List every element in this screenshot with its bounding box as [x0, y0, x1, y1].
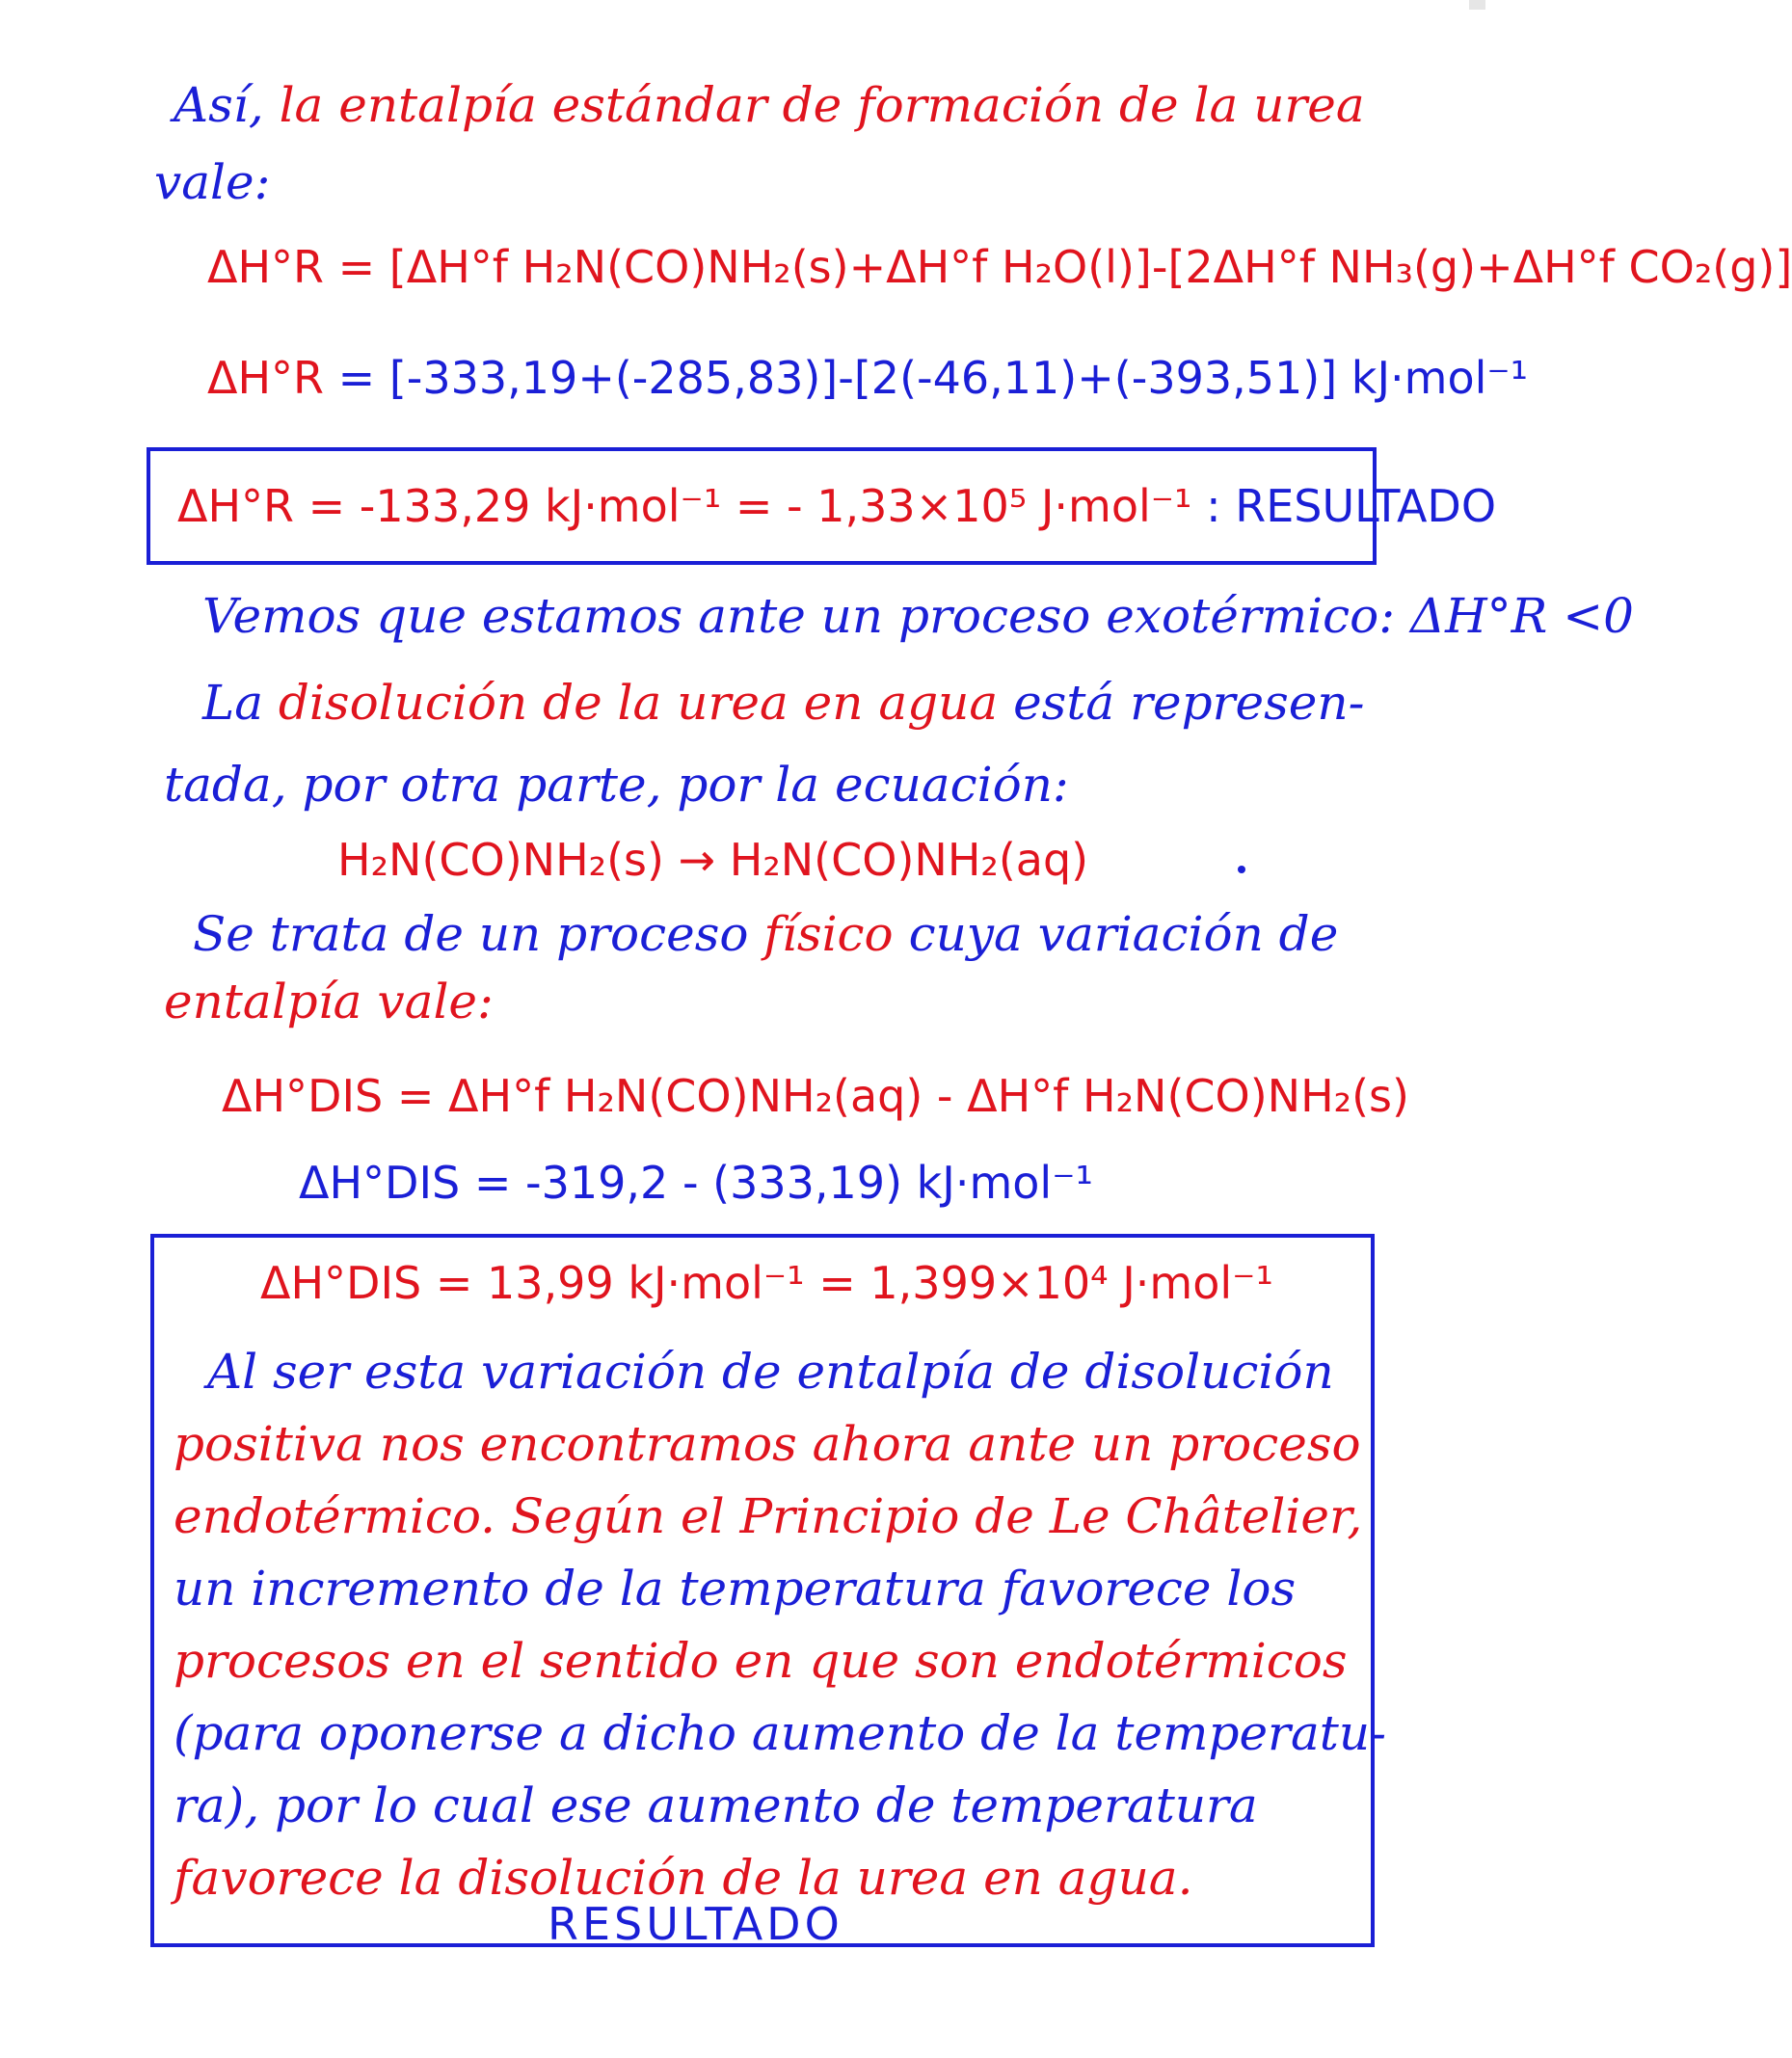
conclusion-line: ra), por lo cual ese aumento de temperatura — [174, 1777, 1258, 1833]
scan-edge-mark — [1469, 0, 1485, 10]
dissolution-equation: H₂N(CO)NH₂(s) → H₂N(CO)NH₂(aq) — [337, 834, 1089, 886]
dissolution-result-formula: ΔH°DIS = 13,99 kJ·mol⁻¹ = 1,399×10⁴ J·mol⁻¹ — [260, 1257, 1273, 1309]
reaction-enthalpy-equation: ΔH°R = [ΔH°f H₂N(CO)NH₂(s)+ΔH°f H₂O(l)]-[2ΔH°f NH₃(g)+ΔH°f CO₂(g)] — [207, 241, 1792, 293]
result-label: : RESULTADO — [1206, 480, 1497, 532]
conclusion-line: procesos en el sentido en que son endotérmicos — [174, 1633, 1348, 1689]
intro-line-2: vale: — [154, 154, 271, 210]
physical-word: físico — [763, 906, 894, 962]
intro-line-1 — [174, 77, 1365, 133]
dissolution-enthalpy-substitution: ΔH°DIS = -319,2 - (333,19) kJ·mol⁻¹ — [299, 1157, 1093, 1209]
reaction-enthalpy-substitution — [207, 352, 1528, 404]
conclusion-line: un incremento de la temperatura favorece los — [174, 1561, 1297, 1617]
ink-dot — [1238, 866, 1245, 873]
dissolution-enthalpy-equation: ΔH°DIS = ΔH°f H₂N(CO)NH₂(aq) - ΔH°f H₂N(CO)NH₂(s) — [222, 1070, 1409, 1122]
dissolution-text: disolución de la urea en agua — [278, 675, 999, 731]
conclusion-line: Al ser esta variación de entalpía de disolución — [207, 1344, 1334, 1400]
dissolution-line-1 — [202, 675, 1364, 731]
reaction-enthalpy-values: = [-333,19+(-285,83)]-[2(-46,11)+(-393,51)] kJ·mol⁻¹ — [337, 352, 1529, 404]
conclusion-line: favorece la disolución de la urea en agua. — [174, 1850, 1193, 1906]
reaction-enthalpy-symbol: ΔH°R — [207, 352, 325, 404]
dissolution-word-la: La — [202, 675, 264, 731]
exothermic-statement: Vemos que estamos ante un proceso exotérmico: ΔH°R <0 — [202, 588, 1634, 644]
result-line-reaction — [177, 480, 1496, 532]
conclusion-line: endotérmico. Según el Principio de Le Châtelier, — [174, 1488, 1363, 1544]
conclusion-line: positiva nos encontramos ahora ante un proceso — [174, 1416, 1361, 1472]
result-value-reaction: ΔH°R = -133,29 kJ·mol⁻¹ = - 1,33×10⁵ J·mol⁻¹ — [177, 480, 1192, 532]
physical-process-text: Se trata de un proceso — [193, 906, 749, 962]
intro-word-asi: Así, — [174, 77, 264, 133]
physical-process-line — [193, 906, 1338, 962]
dissolution-represented: está represen- — [1013, 675, 1365, 731]
variation-text: cuya variación de — [908, 906, 1339, 962]
enthalpy-vale-line: entalpía vale: — [164, 974, 494, 1029]
conclusion-line: (para oponerse a dicho aumento de la temperatu- — [174, 1705, 1386, 1761]
result-box-reaction — [147, 447, 1497, 565]
result-label-final: RESULTADO — [548, 1898, 843, 1950]
result-box-dissolution — [150, 1234, 1386, 1950]
intro-text-enthalpy: la entalpía estándar de formación de la urea — [279, 77, 1365, 133]
dissolution-line-2: tada, por otra parte, por la ecuación: — [164, 757, 1069, 813]
